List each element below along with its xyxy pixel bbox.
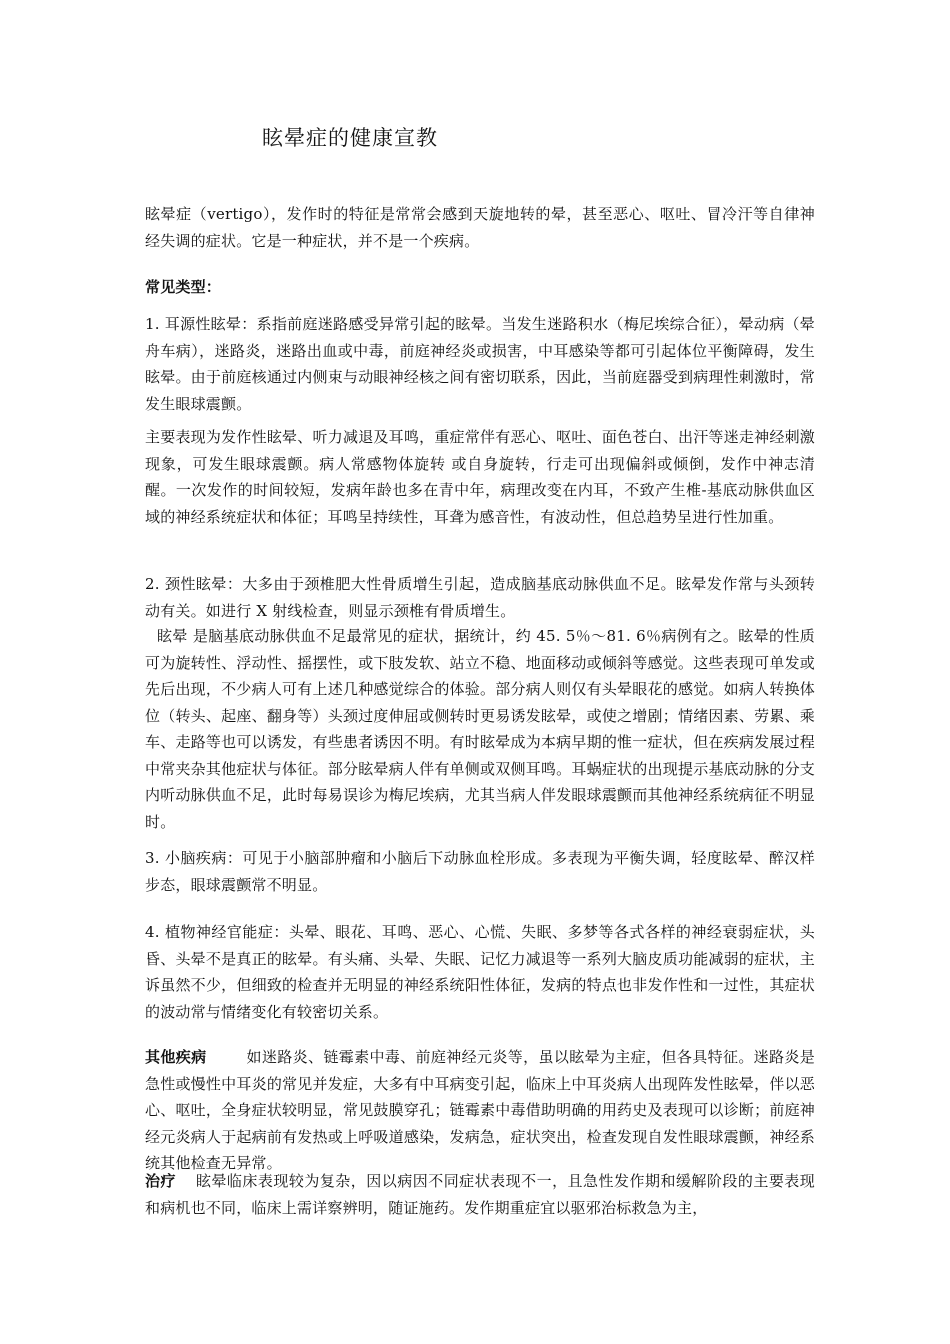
type1-symptoms-paragraph: 主要表现为发作性眩晕、听力减退及耳鸣，重症常伴有恶心、呕吐、面色苍白、出汗等迷走神经刺激现象，可发生眼球震颤。病人常感物体旋转 或自身旋转，行走可出现偏斜或倾倒，发作中神志清醒。一次发作的时间较短，发病年龄也多在青中年，病理改变在内耳，不致产生椎-基底动脉供血区域的神经系统症状和体征；耳鸣呈持续性，耳聋为感音性，有波动性，但总趋势呈进行性加重。 [145, 428, 815, 526]
type2-detail-paragraph [145, 623, 815, 835]
type2-detail-text: 眩晕 是脑基底动脉供血不足最常见的症状，据统计，约 45. 5％～81. 6％病例有之。眩晕的性质可为旋转性、浮动性、摇摆性，或下肢发软、站立不稳、地面移动或倾斜等感觉。这些表现可单发或先后出现，不少病人可有上述几种感觉综合的体验。部分病人则仅有头晕眼花的感觉。如病人转换体位（转头、起座、翻身等）头颈过度伸屈或侧转时更易诱发眩晕，或使之增剧；情绪因素、劳累、乘车、走路等也可以诱发，有些患者诱因不明。有时眩晕成为本病早期的惟一症状，但在疾病发展过程中常夹杂其他症状与体征。部分眩晕病人伴有单侧或双侧耳鸣。耳蜗症状的出现提示基底动脉的分支内听动脉供血不足，此时每易误诊为梅尼埃病，尤其当病人伴发眼球震颤而其他神经系统病征不明显时。 [145, 627, 815, 831]
other-diseases-label: 其他疾病 [145, 1048, 207, 1066]
type2-paragraph: 2. 颈性眩晕：大多由于颈椎肥大性骨质增生引起，造成脑基底动脉供血不足。眩晕发作常与头颈转动有关。如进行 X 射线检查，则显示颈椎有骨质增生。 [145, 575, 815, 620]
type1-paragraph: 1. 耳源性眩晕：系指前庭迷路感受异常引起的眩晕。当发生迷路积水（梅尼埃综合征），晕动病（晕舟车病），迷路炎，迷路出血或中毒，前庭神经炎或损害，中耳感染等都可引起体位平衡障碍，发生眩晕。由于前庭核通过内侧束与动眼神经核之间有密切联系，因此，当前庭器受到病理性刺激时，常发生眼球震颤。 [145, 315, 815, 413]
treatment-text: 眩晕临床表现较为复杂，因以病因不同症状表现不一，且急性发作期和缓解阶段的主要表现和病机也不同，临床上需详察辨明，随证施药。发作期重症宜以驱邪治标救急为主， [145, 1172, 815, 1217]
type3-paragraph: 3. 小脑疾病：可见于小脑部肿瘤和小脑后下动脉血栓形成。多表现为平衡失调，轻度眩晕、醉汉样步态，眼球震颤常不明显。 [145, 849, 815, 894]
page-title: 眩晕症的健康宣教 [262, 126, 438, 150]
other-diseases-text: 如迷路炎、链霉素中毒、前庭神经元炎等，虽以眩晕为主症，但各具特征。迷路炎是急性或慢性中耳炎的常见并发症，大多有中耳病变引起，临床上中耳炎病人出现阵发性眩晕，伴以恶心、呕吐，全身症状较明显，常见鼓膜穿孔；链霉素中毒借助明确的用药史及表现可以诊断；前庭神经元炎病人于起病前有发热或上呼吸道感染，发病急，症状突出，检查发现自发性眼球震颤，神经系统其他检查无异常。 [145, 1048, 815, 1172]
type4-paragraph: 4. 植物神经官能症：头晕、眼花、耳鸣、恶心、心慌、失眠、多梦等各式各样的神经衰弱症状，头昏、头晕不是真正的眩晕。有头痛、头晕、失眠、记忆力减退等一系列大脑皮质功能减弱的症状，主诉虽然不少，但细致的检查并无明显的神经系统阳性体征，发病的特点也非发作性和一过性，其症状的波动常与情绪变化有较密切关系。 [145, 923, 815, 1021]
other-diseases-paragraph [145, 1044, 815, 1177]
treatment-paragraph [145, 1168, 815, 1221]
treatment-label: 治疗 [145, 1172, 176, 1190]
intro-paragraph: 眩晕症（vertigo），发作时的特征是常常会感到天旋地转的晕，甚至恶心、呕吐、冒冷汗等自律神经失调的症状。它是一种症状，并不是一个疾病。 [145, 205, 815, 250]
types-heading: 常见类型： [145, 278, 222, 296]
